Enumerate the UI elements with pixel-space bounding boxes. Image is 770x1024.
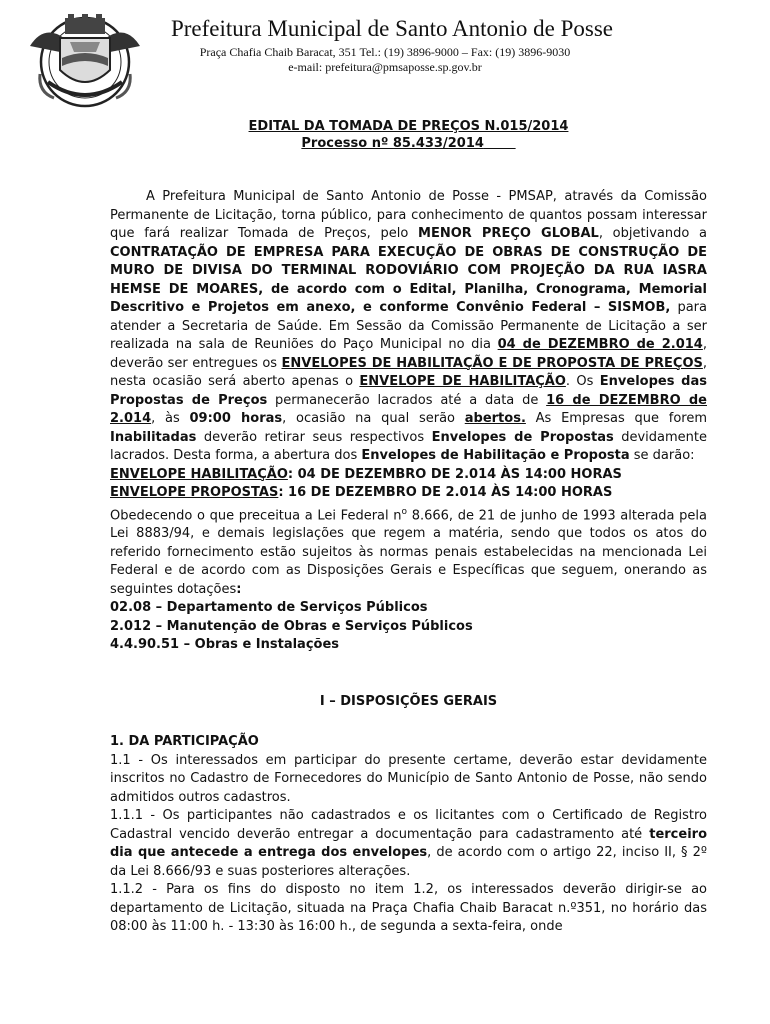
edital-title bbox=[110, 118, 707, 152]
schedule-habilitacao: ENVELOPE HABILITAÇÃO: 04 DE DEZEMBRO DE 2.014 ÀS 14:00 HORAS bbox=[110, 466, 622, 482]
clause-1-1-2: 1.1.2 - Para os fins do disposto no item 1.2, os interessados deverão dirigir-se ao departamento de Licitação, situada na Praça Chafia Chaib Baracat n.º351, no horário das 08:00 às 11:00 h. - 13:30 às 16:00 h., de segunda a sexta-feira, onde bbox=[110, 882, 707, 935]
title-line-2: Processo nº 85.433/2014 bbox=[301, 136, 484, 151]
clause-1-1: 1.1 - Os interessados em participar do presente certame, deverão estar devidamente inscritos no Cadastro de Fornecedores do Município de Santo Antonio de Posse, não sendo admitidos outros cadastros. bbox=[110, 752, 707, 805]
schedule-propostas: ENVELOPE PROPOSTAS: 16 DE DEZEMBRO DE 2.014 ÀS 14:00 HORAS bbox=[110, 485, 613, 500]
organization-address: Praça Chafia Chaib Baracat, 351 Tel.: (19) 3896-9000 – Fax: (19) 3896-9030 bbox=[199, 45, 571, 59]
legal-paragraph: Obedecendo o que preceitua a Lei Federal $n^o$ 8.666, de 21 de junho de 1993 alterada pela Lei 8883/94, e demais legislações que regem a matéria, sendo que todos os atos do referido fornecimento estão sujeitos às normas penais estabelecidas na mencionada Lei Federal e de acordo com as Disposições Gerais e Específicas que seguem, onerando as seguintes dotações: bbox=[110, 506, 707, 597]
section-heading: I – DISPOSIÇÕES GERAIS bbox=[319, 693, 498, 709]
allocation-item: 4.4.90.51 – Obras e Instalações bbox=[110, 637, 340, 653]
document-body bbox=[110, 118, 707, 937]
intro-paragraph: A Prefeitura Municipal de Santo Antonio de Posse - PMSAP, através da Comissão Permanente de Licitação, torna público, para conhecimento de quantos possam interessar que fará realizar Tomada de Preços, pelo MENOR PREÇO GLOBAL, objetivando a CONTRATAÇÃO DE EMPRESA PARA EXECUÇÃO DE OBRAS DE CONSTRUÇÃO DE MURO DE DIVISA DO TERMINAL RODOVIÁRIO COM PROJEÇÃO DA RUA IASRA HEMSE DE MOARES, de acordo com o Edital, Planilha, Cronograma, Memorial Descritivo e Projetos em anexo, e conforme Convênio Federal – SISMOB, para atender a Secretaria de Saúde. Em Sessão da Comissão Permanente de Licitação a ser realizada na sala de Reuniões do Paço Municipal no dia 04 de DEZEMBRO de 2.014, deverão ser entregues os ENVELOPES DE HABILITAÇÃO E DE PROPOSTA DE PREÇOS, nesta ocasião será aberto apenas o ENVELOPE DE HABILITAÇÃO. Os Envelopes das Propostas de Preços permanecerão lacrados até a data de 16 de DEZEMBRO de 2.014, às 09:00 horas, ocasião na qual serão abertos. As Empresas que forem Inabilitadas deverão retirar seus respectivos Envelopes de Propostas devidamente lacrados. Desta forma, a abertura dos Envelopes de Habilitação e Proposta se darão: bbox=[110, 189, 708, 463]
allocation-item: 02.08 – Departamento de Serviços Públicos bbox=[110, 600, 428, 616]
allocation-item: 2.012 – Manutenção de Obras e Serviços Públicos bbox=[110, 618, 473, 634]
clause-1-1-1: 1.1.1 - Os participantes não cadastrados e os licitantes com o Certificado de Registro Cadastral vencido deverão entregar a documentação para cadastramento até terceiro dia que antecede a entrega dos envelopes, de acordo com o artigo 22, inciso II, § 2º da Lei 8.666/93 e suas posteriores alterações. bbox=[110, 808, 707, 879]
title-line-1: EDITAL DA TOMADA DE PREÇOS N.015/2014 bbox=[248, 119, 569, 134]
letterhead bbox=[0, 0, 770, 100]
participation-heading: 1. DA PARTICIPAÇÃO bbox=[110, 734, 259, 750]
organization-name: Prefeitura Municipal de Santo Antonio de Posse bbox=[170, 16, 614, 41]
organization-email: e-mail: prefeitura@pmsaposse.sp.gov.br bbox=[288, 60, 482, 74]
